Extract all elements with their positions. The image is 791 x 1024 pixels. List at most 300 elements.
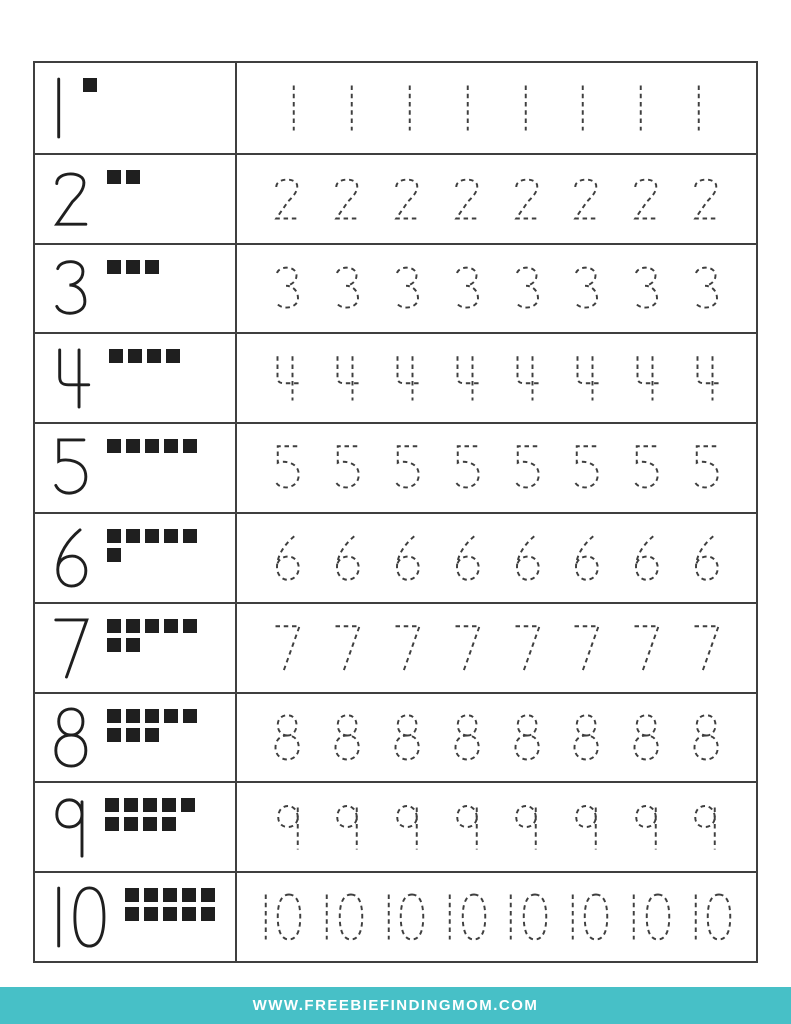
digit-5-trace — [690, 444, 722, 492]
trace-number-6 — [271, 534, 303, 582]
number-cell-3 — [35, 245, 237, 333]
digit-9-solid — [50, 796, 89, 858]
digit-2-trace — [451, 175, 483, 223]
digit-7-trace — [391, 624, 423, 672]
count-squares — [107, 529, 197, 562]
digit-0-trace — [643, 893, 673, 941]
count-square — [124, 798, 138, 812]
trace-number-4 — [450, 354, 483, 402]
digit-6-trace — [391, 534, 423, 582]
count-square-row — [105, 817, 195, 831]
digit-7-trace — [690, 624, 722, 672]
digit-2-solid — [50, 168, 91, 230]
digit-3-trace — [630, 264, 662, 312]
number-cell-2 — [35, 155, 237, 243]
count-square — [164, 709, 178, 723]
digit-1-trace — [345, 84, 359, 132]
count-square — [107, 170, 121, 184]
trace-number-3 — [391, 264, 423, 312]
digit-8-trace — [570, 713, 602, 761]
trace-number-2 — [630, 175, 662, 223]
count-square — [125, 907, 139, 921]
trace-number-4 — [630, 354, 663, 402]
trace-number-5 — [690, 444, 722, 492]
trace-number-5 — [451, 444, 483, 492]
footer-url: WWW.FREEBIEFINDINGMOM.COM — [252, 997, 539, 1014]
trace-number-8 — [511, 713, 543, 761]
digit-4-trace — [630, 354, 663, 402]
trace-number-1 — [345, 84, 359, 132]
count-squares — [107, 619, 197, 652]
digit-2-trace — [391, 175, 423, 223]
solid-number-7 — [50, 617, 91, 679]
count-square — [124, 817, 138, 831]
digit-5-trace — [271, 444, 303, 492]
trace-number-10 — [504, 893, 550, 941]
trace-number-1 — [287, 84, 301, 132]
digit-0-trace — [397, 893, 427, 941]
digit-6-solid — [50, 527, 91, 589]
count-square — [107, 638, 121, 652]
digit-6-trace — [690, 534, 722, 582]
digit-3-trace — [331, 264, 363, 312]
trace-number-3 — [690, 264, 722, 312]
count-square — [201, 888, 215, 902]
digit-1-trace — [461, 84, 475, 132]
trace-number-8 — [570, 713, 602, 761]
trace-number-7 — [511, 624, 543, 672]
count-square — [128, 349, 142, 363]
digit-7-solid — [50, 617, 91, 679]
trace-number-6 — [451, 534, 483, 582]
trace-number-7 — [451, 624, 483, 672]
digit-6-trace — [271, 534, 303, 582]
digit-2-trace — [690, 175, 722, 223]
trace-number-5 — [630, 444, 662, 492]
count-square — [126, 728, 140, 742]
trace-number-1 — [576, 84, 590, 132]
number-cell-1 — [35, 63, 237, 153]
trace-number-8 — [391, 713, 423, 761]
digit-8-trace — [690, 713, 722, 761]
count-square-row — [107, 548, 197, 562]
count-square-row — [125, 907, 215, 921]
number-tracing-table — [33, 61, 758, 963]
number-cell-8 — [35, 694, 237, 782]
count-square — [162, 798, 176, 812]
trace-number-3 — [511, 264, 543, 312]
trace-number-5 — [271, 444, 303, 492]
digit-1-trace — [443, 893, 457, 941]
digit-2-trace — [511, 175, 543, 223]
solid-number-2 — [50, 168, 91, 230]
digit-3-trace — [271, 264, 303, 312]
count-squares — [107, 170, 140, 184]
worksheet-row-1 — [35, 63, 756, 153]
trace-cell-8 — [237, 694, 756, 782]
count-square — [162, 817, 176, 831]
trace-cell-1 — [237, 63, 756, 153]
trace-number-10 — [382, 893, 428, 941]
digit-0-trace — [459, 893, 489, 941]
trace-number-3 — [570, 264, 602, 312]
digit-9-trace — [571, 803, 601, 851]
trace-cell-6 — [237, 514, 756, 602]
trace-number-7 — [630, 624, 662, 672]
count-square — [126, 529, 140, 543]
count-square — [126, 260, 140, 274]
count-square — [107, 439, 121, 453]
number-cell-9 — [35, 783, 237, 871]
solid-number-5 — [50, 437, 91, 499]
trace-number-2 — [511, 175, 543, 223]
count-square — [145, 619, 159, 633]
solid-number-3 — [50, 257, 91, 319]
digit-5-solid — [50, 437, 91, 499]
trace-number-9 — [273, 803, 303, 851]
trace-number-5 — [511, 444, 543, 492]
trace-number-1 — [403, 84, 417, 132]
digit-1-trace — [692, 84, 706, 132]
count-square — [164, 529, 178, 543]
trace-number-4 — [570, 354, 603, 402]
trace-number-2 — [690, 175, 722, 223]
count-square — [126, 638, 140, 652]
digit-1-trace — [689, 893, 703, 941]
count-square-row — [107, 439, 197, 453]
digit-6-trace — [331, 534, 363, 582]
digit-3-trace — [451, 264, 483, 312]
digit-8-trace — [391, 713, 423, 761]
digit-4-solid — [50, 347, 93, 409]
digit-0-trace — [520, 893, 550, 941]
trace-number-4 — [690, 354, 723, 402]
worksheet-row-2 — [35, 153, 756, 243]
trace-number-7 — [331, 624, 363, 672]
number-cell-4 — [35, 334, 237, 422]
digit-3-trace — [690, 264, 722, 312]
count-square — [105, 817, 119, 831]
digit-9-trace — [392, 803, 422, 851]
count-squares — [107, 439, 197, 453]
count-square — [145, 260, 159, 274]
trace-number-7 — [690, 624, 722, 672]
count-square — [126, 170, 140, 184]
trace-number-3 — [630, 264, 662, 312]
count-square-row — [105, 798, 195, 812]
digit-4-trace — [450, 354, 483, 402]
trace-number-4 — [510, 354, 543, 402]
digit-0-trace — [581, 893, 611, 941]
digit-5-trace — [511, 444, 543, 492]
digit-7-trace — [271, 624, 303, 672]
count-square — [107, 619, 121, 633]
trace-number-7 — [271, 624, 303, 672]
count-square-row — [107, 728, 197, 742]
count-square — [182, 888, 196, 902]
digit-5-trace — [391, 444, 423, 492]
digit-9-trace — [631, 803, 661, 851]
count-square — [183, 439, 197, 453]
digit-7-trace — [511, 624, 543, 672]
count-square — [144, 888, 158, 902]
trace-number-4 — [390, 354, 423, 402]
digit-5-trace — [451, 444, 483, 492]
count-square — [201, 907, 215, 921]
count-square — [164, 439, 178, 453]
count-square — [143, 798, 157, 812]
count-square-row — [109, 349, 180, 363]
solid-number-4 — [50, 347, 93, 409]
trace-cell-10 — [237, 873, 756, 961]
trace-cell-7 — [237, 604, 756, 692]
count-square — [145, 709, 159, 723]
digit-1-trace — [634, 84, 648, 132]
digit-8-trace — [451, 713, 483, 761]
digit-9-trace — [511, 803, 541, 851]
trace-number-1 — [634, 84, 648, 132]
trace-number-6 — [690, 534, 722, 582]
trace-number-6 — [511, 534, 543, 582]
count-square — [145, 439, 159, 453]
trace-number-1 — [519, 84, 533, 132]
digit-0-trace — [274, 893, 304, 941]
worksheet-row-10 — [35, 871, 756, 961]
trace-number-3 — [271, 264, 303, 312]
trace-number-1 — [692, 84, 706, 132]
digit-1-trace — [403, 84, 417, 132]
trace-number-3 — [331, 264, 363, 312]
number-cell-10 — [35, 873, 237, 961]
trace-number-8 — [690, 713, 722, 761]
count-square-row — [83, 78, 97, 92]
trace-number-8 — [331, 713, 363, 761]
solid-number-8 — [50, 706, 91, 768]
trace-number-9 — [452, 803, 482, 851]
trace-number-10 — [566, 893, 612, 941]
digit-6-trace — [570, 534, 602, 582]
worksheet-row-4 — [35, 332, 756, 422]
digit-9-trace — [332, 803, 362, 851]
trace-number-9 — [631, 803, 661, 851]
digit-3-solid — [50, 257, 91, 319]
digit-7-trace — [451, 624, 483, 672]
trace-number-7 — [570, 624, 602, 672]
number-cell-5 — [35, 424, 237, 512]
digit-1-trace — [576, 84, 590, 132]
trace-number-8 — [451, 713, 483, 761]
digit-2-trace — [570, 175, 602, 223]
digit-1-trace — [627, 893, 641, 941]
worksheet-row-7 — [35, 602, 756, 692]
solid-number-6 — [50, 527, 91, 589]
count-square — [126, 619, 140, 633]
count-squares — [83, 78, 97, 92]
count-square — [107, 548, 121, 562]
trace-number-4 — [330, 354, 363, 402]
count-square-row — [125, 888, 215, 902]
digit-3-trace — [391, 264, 423, 312]
count-squares — [109, 349, 180, 363]
trace-number-4 — [270, 354, 303, 402]
digit-1-trace — [320, 893, 334, 941]
count-square — [145, 728, 159, 742]
trace-number-10 — [689, 893, 735, 941]
count-square — [126, 439, 140, 453]
count-square-row — [107, 638, 197, 652]
count-square — [181, 798, 195, 812]
trace-number-2 — [271, 175, 303, 223]
trace-number-1 — [461, 84, 475, 132]
digit-7-trace — [630, 624, 662, 672]
trace-number-6 — [570, 534, 602, 582]
digit-4-trace — [270, 354, 303, 402]
digit-8-trace — [630, 713, 662, 761]
trace-number-3 — [451, 264, 483, 312]
digit-2-trace — [630, 175, 662, 223]
solid-number-9 — [50, 796, 89, 858]
count-square — [164, 619, 178, 633]
trace-cell-2 — [237, 155, 756, 243]
count-square — [147, 349, 161, 363]
trace-cell-5 — [237, 424, 756, 512]
trace-number-9 — [332, 803, 362, 851]
worksheet-row-6 — [35, 512, 756, 602]
digit-2-trace — [271, 175, 303, 223]
digit-1-trace — [504, 893, 518, 941]
trace-number-10 — [320, 893, 366, 941]
digit-4-trace — [690, 354, 723, 402]
trace-number-5 — [570, 444, 602, 492]
digit-9-trace — [273, 803, 303, 851]
trace-number-8 — [271, 713, 303, 761]
count-square — [83, 78, 97, 92]
count-square — [183, 529, 197, 543]
digit-2-trace — [331, 175, 363, 223]
worksheet-row-3 — [35, 243, 756, 333]
count-square — [107, 709, 121, 723]
worksheet-row-8 — [35, 692, 756, 782]
trace-cell-4 — [237, 334, 756, 422]
digit-1-trace — [382, 893, 396, 941]
count-square — [183, 619, 197, 633]
digit-8-trace — [511, 713, 543, 761]
digit-3-trace — [570, 264, 602, 312]
digit-9-trace — [690, 803, 720, 851]
count-square-row — [107, 260, 159, 274]
trace-number-2 — [331, 175, 363, 223]
digit-8-trace — [271, 713, 303, 761]
count-square — [145, 529, 159, 543]
digit-1-solid — [50, 77, 67, 139]
trace-number-6 — [630, 534, 662, 582]
count-square — [183, 709, 197, 723]
trace-number-6 — [391, 534, 423, 582]
count-square-row — [107, 619, 197, 633]
trace-number-10 — [259, 893, 305, 941]
count-squares — [107, 260, 159, 274]
count-square — [107, 260, 121, 274]
digit-5-trace — [570, 444, 602, 492]
trace-number-5 — [391, 444, 423, 492]
digit-1-trace — [519, 84, 533, 132]
number-cell-6 — [35, 514, 237, 602]
digit-0-trace — [704, 893, 734, 941]
digit-7-trace — [570, 624, 602, 672]
digit-4-trace — [510, 354, 543, 402]
digit-8-solid — [50, 706, 91, 768]
digit-6-trace — [451, 534, 483, 582]
trace-number-2 — [570, 175, 602, 223]
trace-number-7 — [391, 624, 423, 672]
digit-1-trace — [259, 893, 273, 941]
trace-number-8 — [630, 713, 662, 761]
count-square — [107, 529, 121, 543]
digit-5-trace — [331, 444, 363, 492]
digit-9-trace — [452, 803, 482, 851]
count-squares — [105, 798, 195, 831]
solid-number-10 — [50, 886, 109, 948]
digit-6-trace — [511, 534, 543, 582]
digit-6-trace — [630, 534, 662, 582]
digit-1-solid — [50, 886, 67, 948]
digit-0-solid — [70, 886, 109, 948]
trace-number-9 — [690, 803, 720, 851]
count-square — [163, 888, 177, 902]
trace-cell-3 — [237, 245, 756, 333]
digit-8-trace — [331, 713, 363, 761]
trace-number-2 — [451, 175, 483, 223]
digit-1-trace — [566, 893, 580, 941]
count-square — [163, 907, 177, 921]
trace-number-10 — [443, 893, 489, 941]
count-square-row — [107, 170, 140, 184]
digit-7-trace — [331, 624, 363, 672]
count-squares — [125, 888, 215, 921]
worksheet-row-9 — [35, 781, 756, 871]
count-square — [143, 817, 157, 831]
count-square — [125, 888, 139, 902]
digit-5-trace — [630, 444, 662, 492]
digit-4-trace — [570, 354, 603, 402]
number-cell-7 — [35, 604, 237, 692]
trace-number-5 — [331, 444, 363, 492]
count-squares — [107, 709, 197, 742]
count-square — [144, 907, 158, 921]
digit-4-trace — [390, 354, 423, 402]
count-square — [109, 349, 123, 363]
footer-bar — [0, 987, 791, 1024]
trace-number-10 — [627, 893, 673, 941]
trace-number-2 — [391, 175, 423, 223]
trace-number-9 — [571, 803, 601, 851]
count-square — [105, 798, 119, 812]
count-square — [107, 728, 121, 742]
trace-number-9 — [392, 803, 422, 851]
digit-3-trace — [511, 264, 543, 312]
solid-number-1 — [50, 77, 67, 139]
count-square — [166, 349, 180, 363]
count-square-row — [107, 709, 197, 723]
digit-0-trace — [336, 893, 366, 941]
digit-4-trace — [330, 354, 363, 402]
digit-1-trace — [287, 84, 301, 132]
trace-number-9 — [511, 803, 541, 851]
trace-number-6 — [331, 534, 363, 582]
trace-cell-9 — [237, 783, 756, 871]
count-square-row — [107, 529, 197, 543]
worksheet-row-5 — [35, 422, 756, 512]
